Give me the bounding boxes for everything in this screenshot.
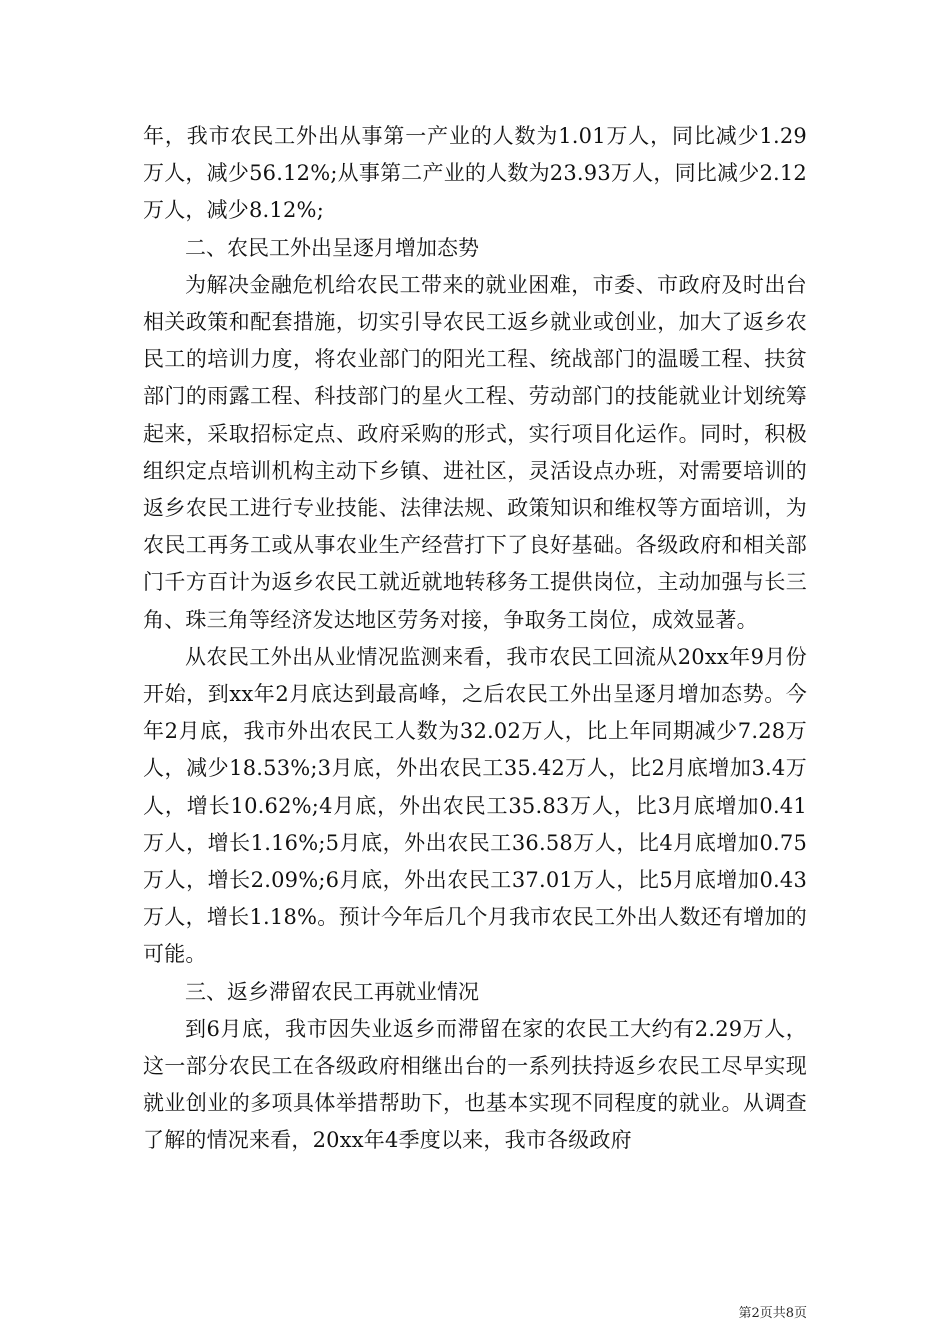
page-number-footer: 第2页共8页 [738,1306,807,1321]
section-heading-3: 三、返乡滞留农民工再就业情况 [185,979,479,1004]
paragraph-continued: 年，我市农民工外出从事第一产业的人数为1.01万人，同比减少1.29万人，减少56.12%;从事第二产业的人数为23.93万人，同比减少2.12万人，减少8.12%; [143,124,807,223]
paragraph-training-policy: 为解决金融危机给农民工带来的就业困难，市委、市政府及时出台相关政策和配套措施，切实引导农民工返乡就业或创业，加大了返乡农民工的培训力度，将农业部门的阳光工程、统战部门的温暖工程、扶贫部门的雨露工程、科技部门的星火工程、劳动部门的技能就业计划统筹起来，采取招标定点、政府采购的形式，实行项目化运作。同时，积极组织定点培训机构主动下乡镇、进社区，灵活设点办班，对需要培训的返乡农民工进行专业技能、法律法规、政策知识和维权等方面培训，为农民工再务工或从事农业生产经营打下了良好基础。各级政府和相关部门千方百计为返乡农民工就近就地转移务工提供岗位，主动加强与长三角、珠三角等经济发达地区劳务对接，争取务工岗位，成效显著。 [143,272,807,632]
section-heading-2: 二、农民工外出呈逐月增加态势 [185,235,479,260]
paragraph-reemployment: 到6月底，我市因失业返乡而滞留在家的农民工大约有2.29万人，这一部分农民工在各级政府相继出台的一系列扶持返乡农民工尽早实现就业创业的多项具体举措帮助下，也基本实现不同程度的就业。从调查了解的情况来看，20xx年4季度以来，我市各级政府 [143,1016,807,1153]
paragraph-monitoring-data: 从农民工外出从业情况监测来看，我市农民工回流从20xx年9月份开始，到xx年2月底达到最高峰，之后农民工外出呈逐月增加态势。今年2月底，我市外出农民工人数为32.02万人，比上年同期减少7.28万人，减少18.53%;3月底，外出农民工35.42万人，比2月底增加3.4万人，增长10.62%;4月底，外出农民工35.83万人，比3月底增加0.41万人，增长1.16%;5月底，外出农民工36.58万人，比4月底增加0.75万人，增长2.09%;6月底，外出农民工37.01万人，比5月底增加0.43万人，增长1.18%。预计今年后几个月我市农民工外出人数还有增加的可能。 [143,644,807,967]
document-body [143,118,807,1160]
